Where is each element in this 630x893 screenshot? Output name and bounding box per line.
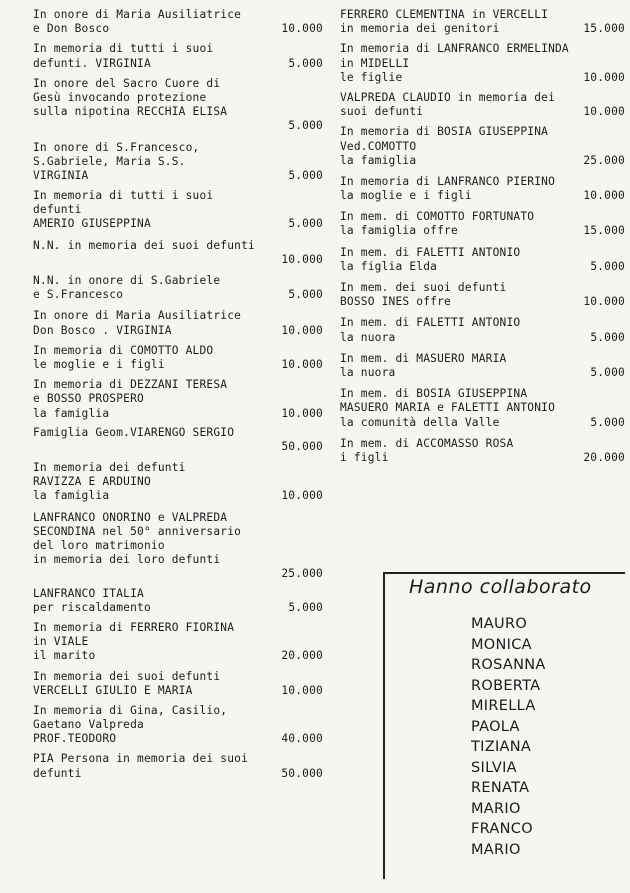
entry-text: In onore di Maria Ausiliatrice <box>33 309 242 323</box>
donation-entry <box>33 77 323 134</box>
donation-entry <box>33 189 323 232</box>
entry-text: S.Gabriele, Maria S.S. <box>33 154 186 168</box>
collaborator-name: PAOLA <box>471 718 520 735</box>
entry-text: sulla nipotina RECCHIA ELISA <box>33 105 228 119</box>
collaborator-name: RENATA <box>471 780 530 796</box>
donation-entry <box>340 42 625 85</box>
entry-text: In memoria di FERRERO FIORINA <box>33 620 235 634</box>
donation-entry <box>33 621 323 664</box>
donation-entry <box>33 378 323 421</box>
entry-text: In mem. dei suoi defunti <box>340 281 507 294</box>
collaborator-name: SILVIA <box>471 759 517 776</box>
entry-amount: 5.000 <box>288 288 323 302</box>
entry-amount: 10.000 <box>583 189 625 203</box>
entry-text: In mem. di BOSIA GIUSEPPINA <box>340 387 528 401</box>
entry-text: In mem. di FALETTI ANTONIO <box>340 316 521 330</box>
entry-text: la famiglia <box>33 406 110 420</box>
entry-amount: 5.000 <box>288 168 323 182</box>
collaborator-name: MARIO <box>471 841 521 858</box>
entry-text: N.N. in onore di S.Gabriele <box>33 274 221 287</box>
donation-entry <box>340 316 625 344</box>
donation-entry <box>340 175 625 203</box>
entry-text: In memoria di BOSIA GIUSEPPINA <box>340 125 549 139</box>
entry-text: LANFRANCO ONORINO e VALPREDA <box>33 510 228 524</box>
collaborator-name: TIZIANA <box>471 739 532 755</box>
entry-text: la famiglia offre <box>340 224 458 238</box>
entry-text: PIA Persona in memoria dei suoi <box>33 752 248 766</box>
entry-text: N.N. in memoria dei suoi defunti <box>33 238 255 252</box>
entry-amount: 20.000 <box>583 450 625 464</box>
entry-text: del loro matrimonio <box>33 539 165 552</box>
entry-amount: 10.000 <box>281 489 323 503</box>
entry-text: In onore di Maria Ausiliatrice <box>33 8 242 21</box>
left-column <box>33 8 323 781</box>
entry-text: Ved.COMOTTO <box>340 139 417 153</box>
entry-text: Famiglia Geom.VIARENGO SERGIO <box>33 425 235 439</box>
collaborator-name: ROSANNA <box>471 657 546 673</box>
entry-text: la comunità della Valle <box>340 415 500 429</box>
entry-amount: 15.000 <box>583 22 625 36</box>
entry-text: In memoria di tutti i suoi <box>33 42 214 56</box>
entry-text: e BOSSO PROSPERO <box>33 392 144 406</box>
entry-amount: 10.000 <box>281 323 323 337</box>
entry-text: SECONDINA nel 50° anniversario <box>33 524 242 538</box>
entry-amount: 5.000 <box>590 365 625 379</box>
donation-entry <box>340 125 625 168</box>
entry-text: In mem. di COMOTTO FORTUNATO <box>340 210 535 224</box>
donation-entry <box>33 587 323 615</box>
donation-entry <box>33 42 323 70</box>
entry-amount: 5.000 <box>590 415 625 429</box>
entry-text: In memoria di LANFRANCO PIERINO <box>340 174 555 188</box>
entry-amount: 5.000 <box>288 217 323 231</box>
collaborator-name: MARIO <box>471 800 521 817</box>
entry-text: BOSSO INES offre <box>340 295 451 309</box>
entry-amount: 10.000 <box>281 683 323 697</box>
entry-amount: 10.000 <box>583 105 625 119</box>
entry-text: per riscaldamento <box>33 600 151 614</box>
entry-text: suoi defunti <box>340 105 424 119</box>
donation-entry <box>340 437 625 465</box>
entry-text: In mem. di MASUERO MARIA <box>340 351 507 365</box>
entry-text: e Don Bosco <box>33 22 110 36</box>
collaborator-name: MONICA <box>471 636 532 653</box>
collaborator-name: MAURO <box>471 616 528 632</box>
donation-entry <box>33 344 323 372</box>
donation-entry <box>340 210 625 238</box>
entry-text: LANFRANCO ITALIA <box>33 586 144 600</box>
entry-text: il marito <box>33 649 96 663</box>
donation-entry <box>33 752 323 780</box>
donation-entry <box>33 670 323 698</box>
entry-amount: 10.000 <box>281 22 323 36</box>
collaborators-list <box>471 614 546 860</box>
entry-text: defunti. VIRGINIA <box>33 56 151 70</box>
entry-text: in VIALE <box>33 635 89 649</box>
entry-text: e S.Francesco <box>33 288 124 302</box>
collaborator-name: ROBERTA <box>471 677 541 694</box>
entry-text: In memoria di DEZZANI TERESA <box>33 378 228 392</box>
donation-entry <box>340 352 625 380</box>
entry-amount: 10.000 <box>281 406 323 420</box>
entry-text: la famiglia <box>33 489 110 503</box>
entry-amount: 40.000 <box>281 732 323 746</box>
entry-text: PROF.TEODORO <box>33 732 117 746</box>
entry-text: la nuora <box>340 365 396 379</box>
entry-text: la nuora <box>340 330 396 344</box>
entry-text: MASUERO MARIA e FALETTI ANTONIO <box>340 401 555 415</box>
entry-text: Don Bosco . VIRGINIA <box>33 323 172 337</box>
entry-text: in memoria dei genitori <box>340 22 500 36</box>
entry-text: i figli <box>340 450 389 464</box>
donation-entry <box>33 141 323 184</box>
entry-text: le moglie e i figli <box>33 357 165 371</box>
entry-text: In onore del Sacro Cuore di <box>33 76 221 90</box>
entry-text: In memoria di tutti i suoi <box>33 189 214 203</box>
entry-text: In mem. di ACCOMASSO ROSA <box>340 436 514 450</box>
entry-amount: 25.000 <box>281 567 323 581</box>
entry-amount: 5.000 <box>590 330 625 344</box>
entry-text: In memoria dei suoi defunti <box>33 669 221 683</box>
donation-entry <box>33 239 323 267</box>
entry-text: In onore di S.Francesco, <box>33 140 200 154</box>
donation-entry <box>340 8 625 36</box>
entry-text: In memoria di LANFRANCO ERMELINDA <box>340 42 569 56</box>
entry-text: le figlie <box>340 70 403 84</box>
entry-amount: 10.000 <box>281 357 323 371</box>
entry-amount: 50.000 <box>281 439 323 453</box>
donation-entry <box>33 8 323 36</box>
entry-text: FERRERO CLEMENTINA in VERCELLI <box>340 8 549 21</box>
donation-entry <box>340 91 625 119</box>
entry-amount: 5.000 <box>288 119 323 133</box>
entry-amount: 20.000 <box>281 649 323 663</box>
entry-text: Gaetano Valpreda <box>33 718 144 732</box>
entry-text: la famiglia <box>340 153 417 167</box>
entry-text: RAVIZZA E ARDUINO <box>33 475 151 489</box>
collaborators-title: Hanno collaborato <box>409 576 592 598</box>
collaborators-box <box>383 572 625 879</box>
entry-amount: 5.000 <box>590 259 625 273</box>
donation-entry <box>33 426 323 454</box>
entry-amount: 5.000 <box>288 600 323 614</box>
donation-entry <box>33 511 323 582</box>
entry-text: defunti <box>33 203 82 217</box>
entry-text: VIRGINIA <box>33 168 89 182</box>
entry-amount: 10.000 <box>583 295 625 309</box>
entry-amount: 10.000 <box>583 70 625 84</box>
entry-text: In memoria dei defunti <box>33 461 186 475</box>
entry-text: AMERIO GIUSEPPINA <box>33 217 151 231</box>
entry-text: in MIDELLI <box>340 56 410 70</box>
entry-amount: 5.000 <box>288 56 323 70</box>
entry-amount: 25.000 <box>583 153 625 167</box>
entry-amount: 10.000 <box>281 252 323 266</box>
entry-text: VALPREDA CLAUDIO in memoria dei <box>340 90 555 104</box>
entry-text: la moglie e i figli <box>340 189 472 203</box>
entry-amount: 50.000 <box>281 766 323 780</box>
collaborator-name: MIRELLA <box>471 698 536 714</box>
entry-text: la figlia Elda <box>340 259 438 273</box>
donation-entry <box>33 309 323 337</box>
entry-text: In memoria di COMOTTO ALDO <box>33 343 214 357</box>
entry-text: defunti <box>33 766 82 780</box>
donation-entry <box>33 461 323 504</box>
entry-text: in memoria dei loro defunti <box>33 553 221 567</box>
entry-text: In memoria di Gina, Casilio, <box>33 703 228 717</box>
entry-text: In mem. di FALETTI ANTONIO <box>340 245 521 259</box>
entry-amount: 15.000 <box>583 224 625 238</box>
donation-entry <box>340 246 625 274</box>
collaborator-name: FRANCO <box>471 821 533 837</box>
donation-entry <box>33 704 323 747</box>
donation-entry <box>340 281 625 309</box>
entry-text: Gesù invocando protezione <box>33 90 207 104</box>
entry-text: VERCELLI GIULIO E MARIA <box>33 683 193 697</box>
donation-entry <box>33 274 323 302</box>
donation-entry <box>340 387 625 430</box>
right-column <box>340 8 625 465</box>
